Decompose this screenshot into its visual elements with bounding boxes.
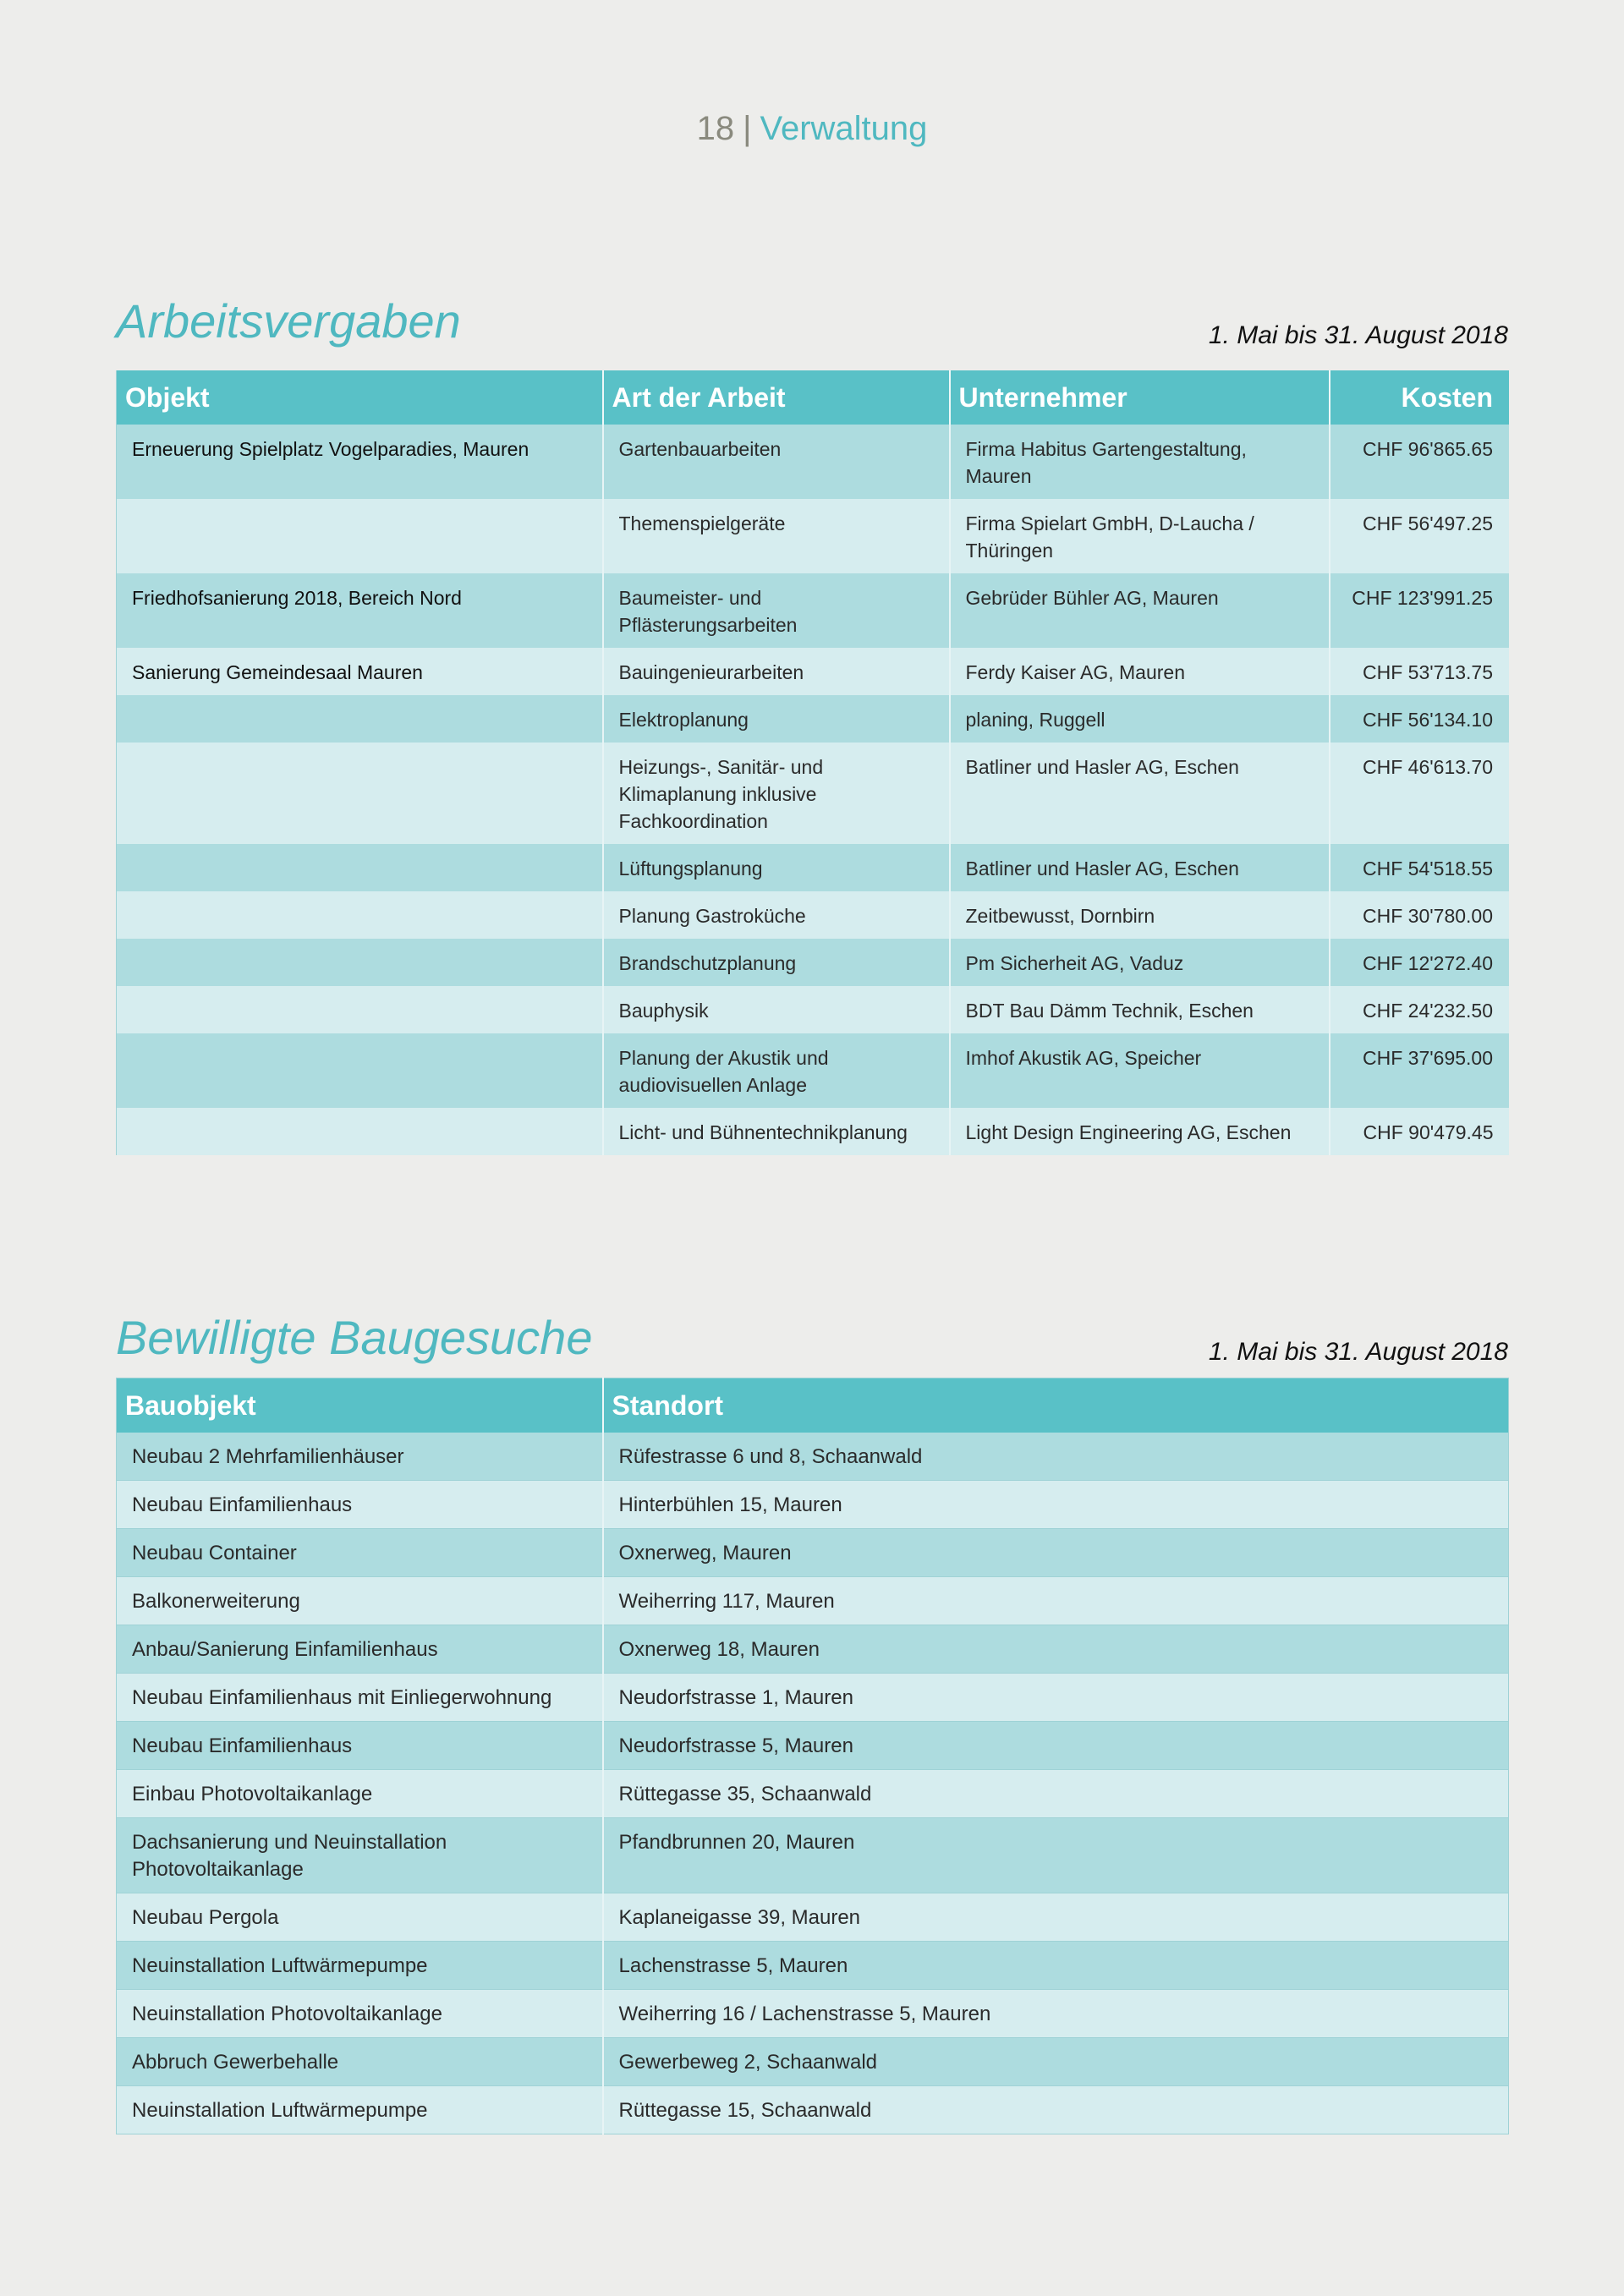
baugesuche-table bbox=[116, 1378, 1509, 2134]
column-header-kosten: Kosten bbox=[1330, 370, 1509, 425]
kosten-cell: CHF 24'232.50 bbox=[1330, 986, 1509, 1033]
bauobjekt-cell: Neuinstallation Luftwärmepumpe bbox=[117, 1942, 603, 1990]
standort-cell: Neudorfstrasse 5, Mauren bbox=[603, 1722, 1509, 1770]
table-row bbox=[117, 695, 1509, 743]
table-row bbox=[117, 1942, 1509, 1990]
column-header-bauobjekt: Bauobjekt bbox=[117, 1378, 603, 1433]
kosten-cell: CHF 56'134.10 bbox=[1330, 695, 1509, 743]
objekt-cell bbox=[117, 986, 603, 1033]
unternehmer-cell: Gebrüder Bühler AG, Mauren bbox=[950, 573, 1330, 648]
objekt-cell: Sanierung Gemeindesaal Mauren bbox=[117, 648, 603, 695]
bauobjekt-cell: Balkonerweiterung bbox=[117, 1577, 603, 1625]
objekt-cell bbox=[117, 743, 603, 844]
section-name: Verwaltung bbox=[760, 110, 928, 147]
table-row bbox=[117, 1625, 1509, 1674]
table-row bbox=[117, 1722, 1509, 1770]
unternehmer-cell: Ferdy Kaiser AG, Mauren bbox=[950, 648, 1330, 695]
kosten-cell: CHF 53'713.75 bbox=[1330, 648, 1509, 695]
objekt-cell bbox=[117, 844, 603, 891]
kosten-cell: CHF 90'479.45 bbox=[1330, 1108, 1509, 1155]
table-row bbox=[117, 1893, 1509, 1942]
bauobjekt-cell: Neubau 2 Mehrfamilienhäuser bbox=[117, 1433, 603, 1481]
table-header-row bbox=[117, 1378, 1509, 1433]
table-row bbox=[117, 891, 1509, 939]
objekt-cell: Erneuerung Spielplatz Vogelparadies, Mauren bbox=[117, 425, 603, 499]
baugesuche-section bbox=[116, 1304, 1508, 2134]
header-separator: | bbox=[743, 110, 752, 147]
baugesuche-heading bbox=[116, 1304, 1508, 1372]
baugesuche-title: Bewilligte Baugesuche bbox=[116, 1311, 593, 1364]
column-header-unternehmer: Unternehmer bbox=[950, 370, 1330, 425]
bauobjekt-cell: Neubau Pergola bbox=[117, 1893, 603, 1942]
table-row bbox=[117, 1577, 1509, 1625]
table-row bbox=[117, 1481, 1509, 1529]
arbeitsvergaben-title: Arbeitsvergaben bbox=[116, 294, 461, 348]
standort-cell: Weiherring 117, Mauren bbox=[603, 1577, 1509, 1625]
kosten-cell: CHF 46'613.70 bbox=[1330, 743, 1509, 844]
kosten-cell: CHF 37'695.00 bbox=[1330, 1033, 1509, 1108]
standort-cell: Lachenstrasse 5, Mauren bbox=[603, 1942, 1509, 1990]
table-row bbox=[117, 1770, 1509, 1818]
page-number: 18 bbox=[696, 110, 735, 147]
table-row bbox=[117, 939, 1509, 986]
art-der-arbeit-cell: Lüftungsplanung bbox=[603, 844, 950, 891]
art-der-arbeit-cell: Gartenbauarbeiten bbox=[603, 425, 950, 499]
standort-cell: Rüfestrasse 6 und 8, Schaanwald bbox=[603, 1433, 1509, 1481]
art-der-arbeit-cell: Bauphysik bbox=[603, 986, 950, 1033]
objekt-cell bbox=[117, 939, 603, 986]
kosten-cell: CHF 56'497.25 bbox=[1330, 499, 1509, 573]
unternehmer-cell: Imhof Akustik AG, Speicher bbox=[950, 1033, 1330, 1108]
unternehmer-cell: Firma Habitus Gartengestaltung, Mauren bbox=[950, 425, 1330, 499]
unternehmer-cell: Batliner und Hasler AG, Eschen bbox=[950, 844, 1330, 891]
unternehmer-cell: planing, Ruggell bbox=[950, 695, 1330, 743]
standort-cell: Kaplaneigasse 39, Mauren bbox=[603, 1893, 1509, 1942]
objekt-cell bbox=[117, 695, 603, 743]
table-row bbox=[117, 2038, 1509, 2086]
table-row bbox=[117, 986, 1509, 1033]
bauobjekt-cell: Einbau Photovoltaikanlage bbox=[117, 1770, 603, 1818]
unternehmer-cell: Zeitbewusst, Dornbirn bbox=[950, 891, 1330, 939]
arbeitsvergaben-table bbox=[116, 370, 1509, 1155]
unternehmer-cell: Batliner und Hasler AG, Eschen bbox=[950, 743, 1330, 844]
table-row bbox=[117, 743, 1509, 844]
table-header-row bbox=[117, 370, 1509, 425]
standort-cell: Weiherring 16 / Lachenstrasse 5, Mauren bbox=[603, 1990, 1509, 2038]
bauobjekt-cell: Neubau Container bbox=[117, 1529, 603, 1577]
art-der-arbeit-cell: Themenspielgeräte bbox=[603, 499, 950, 573]
kosten-cell: CHF 30'780.00 bbox=[1330, 891, 1509, 939]
kosten-cell: CHF 123'991.25 bbox=[1330, 573, 1509, 648]
table-row bbox=[117, 2086, 1509, 2134]
art-der-arbeit-cell: Planung der Akustik und audiovisuellen Anlage bbox=[603, 1033, 950, 1108]
table-row bbox=[117, 573, 1509, 648]
column-header-objekt: Objekt bbox=[117, 370, 603, 425]
arbeitsvergaben-heading bbox=[116, 288, 1508, 355]
bauobjekt-cell: Neuinstallation Luftwärmepumpe bbox=[117, 2086, 603, 2134]
standort-cell: Pfandbrunnen 20, Mauren bbox=[603, 1818, 1509, 1893]
arbeitsvergaben-period: 1. Mai bis 31. August 2018 bbox=[1208, 321, 1508, 349]
table-row bbox=[117, 844, 1509, 891]
arbeitsvergaben-section bbox=[116, 288, 1508, 1155]
art-der-arbeit-cell: Baumeister- und Pflästerungsarbeiten bbox=[603, 573, 950, 648]
art-der-arbeit-cell: Brandschutzplanung bbox=[603, 939, 950, 986]
column-header-standort: Standort bbox=[603, 1378, 1509, 1433]
baugesuche-period: 1. Mai bis 31. August 2018 bbox=[1208, 1338, 1508, 1366]
kosten-cell: CHF 96'865.65 bbox=[1330, 425, 1509, 499]
column-header-art: Art der Arbeit bbox=[603, 370, 950, 425]
bauobjekt-cell: Anbau/Sanierung Einfamilienhaus bbox=[117, 1625, 603, 1674]
bauobjekt-cell: Neubau Einfamilienhaus bbox=[117, 1481, 603, 1529]
unternehmer-cell: BDT Bau Dämm Technik, Eschen bbox=[950, 986, 1330, 1033]
kosten-cell: CHF 54'518.55 bbox=[1330, 844, 1509, 891]
standort-cell: Rüttegasse 35, Schaanwald bbox=[603, 1770, 1509, 1818]
standort-cell: Oxnerweg, Mauren bbox=[603, 1529, 1509, 1577]
bauobjekt-cell: Neuinstallation Photovoltaikanlage bbox=[117, 1990, 603, 2038]
bauobjekt-cell: Dachsanierung und Neuinstallation Photovoltaikanlage bbox=[117, 1818, 603, 1893]
unternehmer-cell: Light Design Engineering AG, Eschen bbox=[950, 1108, 1330, 1155]
table-row bbox=[117, 648, 1509, 695]
table-row bbox=[117, 1674, 1509, 1722]
standort-cell: Gewerbeweg 2, Schaanwald bbox=[603, 2038, 1509, 2086]
objekt-cell: Friedhofsanierung 2018, Bereich Nord bbox=[117, 573, 603, 648]
bauobjekt-cell: Abbruch Gewerbehalle bbox=[117, 2038, 603, 2086]
objekt-cell bbox=[117, 1033, 603, 1108]
table-row bbox=[117, 1033, 1509, 1108]
art-der-arbeit-cell: Planung Gastroküche bbox=[603, 891, 950, 939]
objekt-cell bbox=[117, 499, 603, 573]
objekt-cell bbox=[117, 891, 603, 939]
table-row bbox=[117, 1529, 1509, 1577]
unternehmer-cell: Firma Spielart GmbH, D-Laucha / Thüringen bbox=[950, 499, 1330, 573]
kosten-cell: CHF 12'272.40 bbox=[1330, 939, 1509, 986]
standort-cell: Rüttegasse 15, Schaanwald bbox=[603, 2086, 1509, 2134]
table-row bbox=[117, 1433, 1509, 1481]
objekt-cell bbox=[117, 1108, 603, 1155]
art-der-arbeit-cell: Elektroplanung bbox=[603, 695, 950, 743]
art-der-arbeit-cell: Bauingenieurarbeiten bbox=[603, 648, 950, 695]
art-der-arbeit-cell: Licht- und Bühnentechnikplanung bbox=[603, 1108, 950, 1155]
unternehmer-cell: Pm Sicherheit AG, Vaduz bbox=[950, 939, 1330, 986]
table-row bbox=[117, 1818, 1509, 1893]
table-row bbox=[117, 425, 1509, 499]
standort-cell: Hinterbühlen 15, Mauren bbox=[603, 1481, 1509, 1529]
bauobjekt-cell: Neubau Einfamilienhaus mit Einliegerwohnung bbox=[117, 1674, 603, 1722]
standort-cell: Neudorfstrasse 1, Mauren bbox=[603, 1674, 1509, 1722]
art-der-arbeit-cell: Heizungs-, Sanitär- und Klimaplanung inklusive Fachkoordination bbox=[603, 743, 950, 844]
table-row bbox=[117, 1108, 1509, 1155]
table-row bbox=[117, 499, 1509, 573]
table-row bbox=[117, 1990, 1509, 2038]
standort-cell: Oxnerweg 18, Mauren bbox=[603, 1625, 1509, 1674]
bauobjekt-cell: Neubau Einfamilienhaus bbox=[117, 1722, 603, 1770]
page-header bbox=[0, 105, 1624, 152]
